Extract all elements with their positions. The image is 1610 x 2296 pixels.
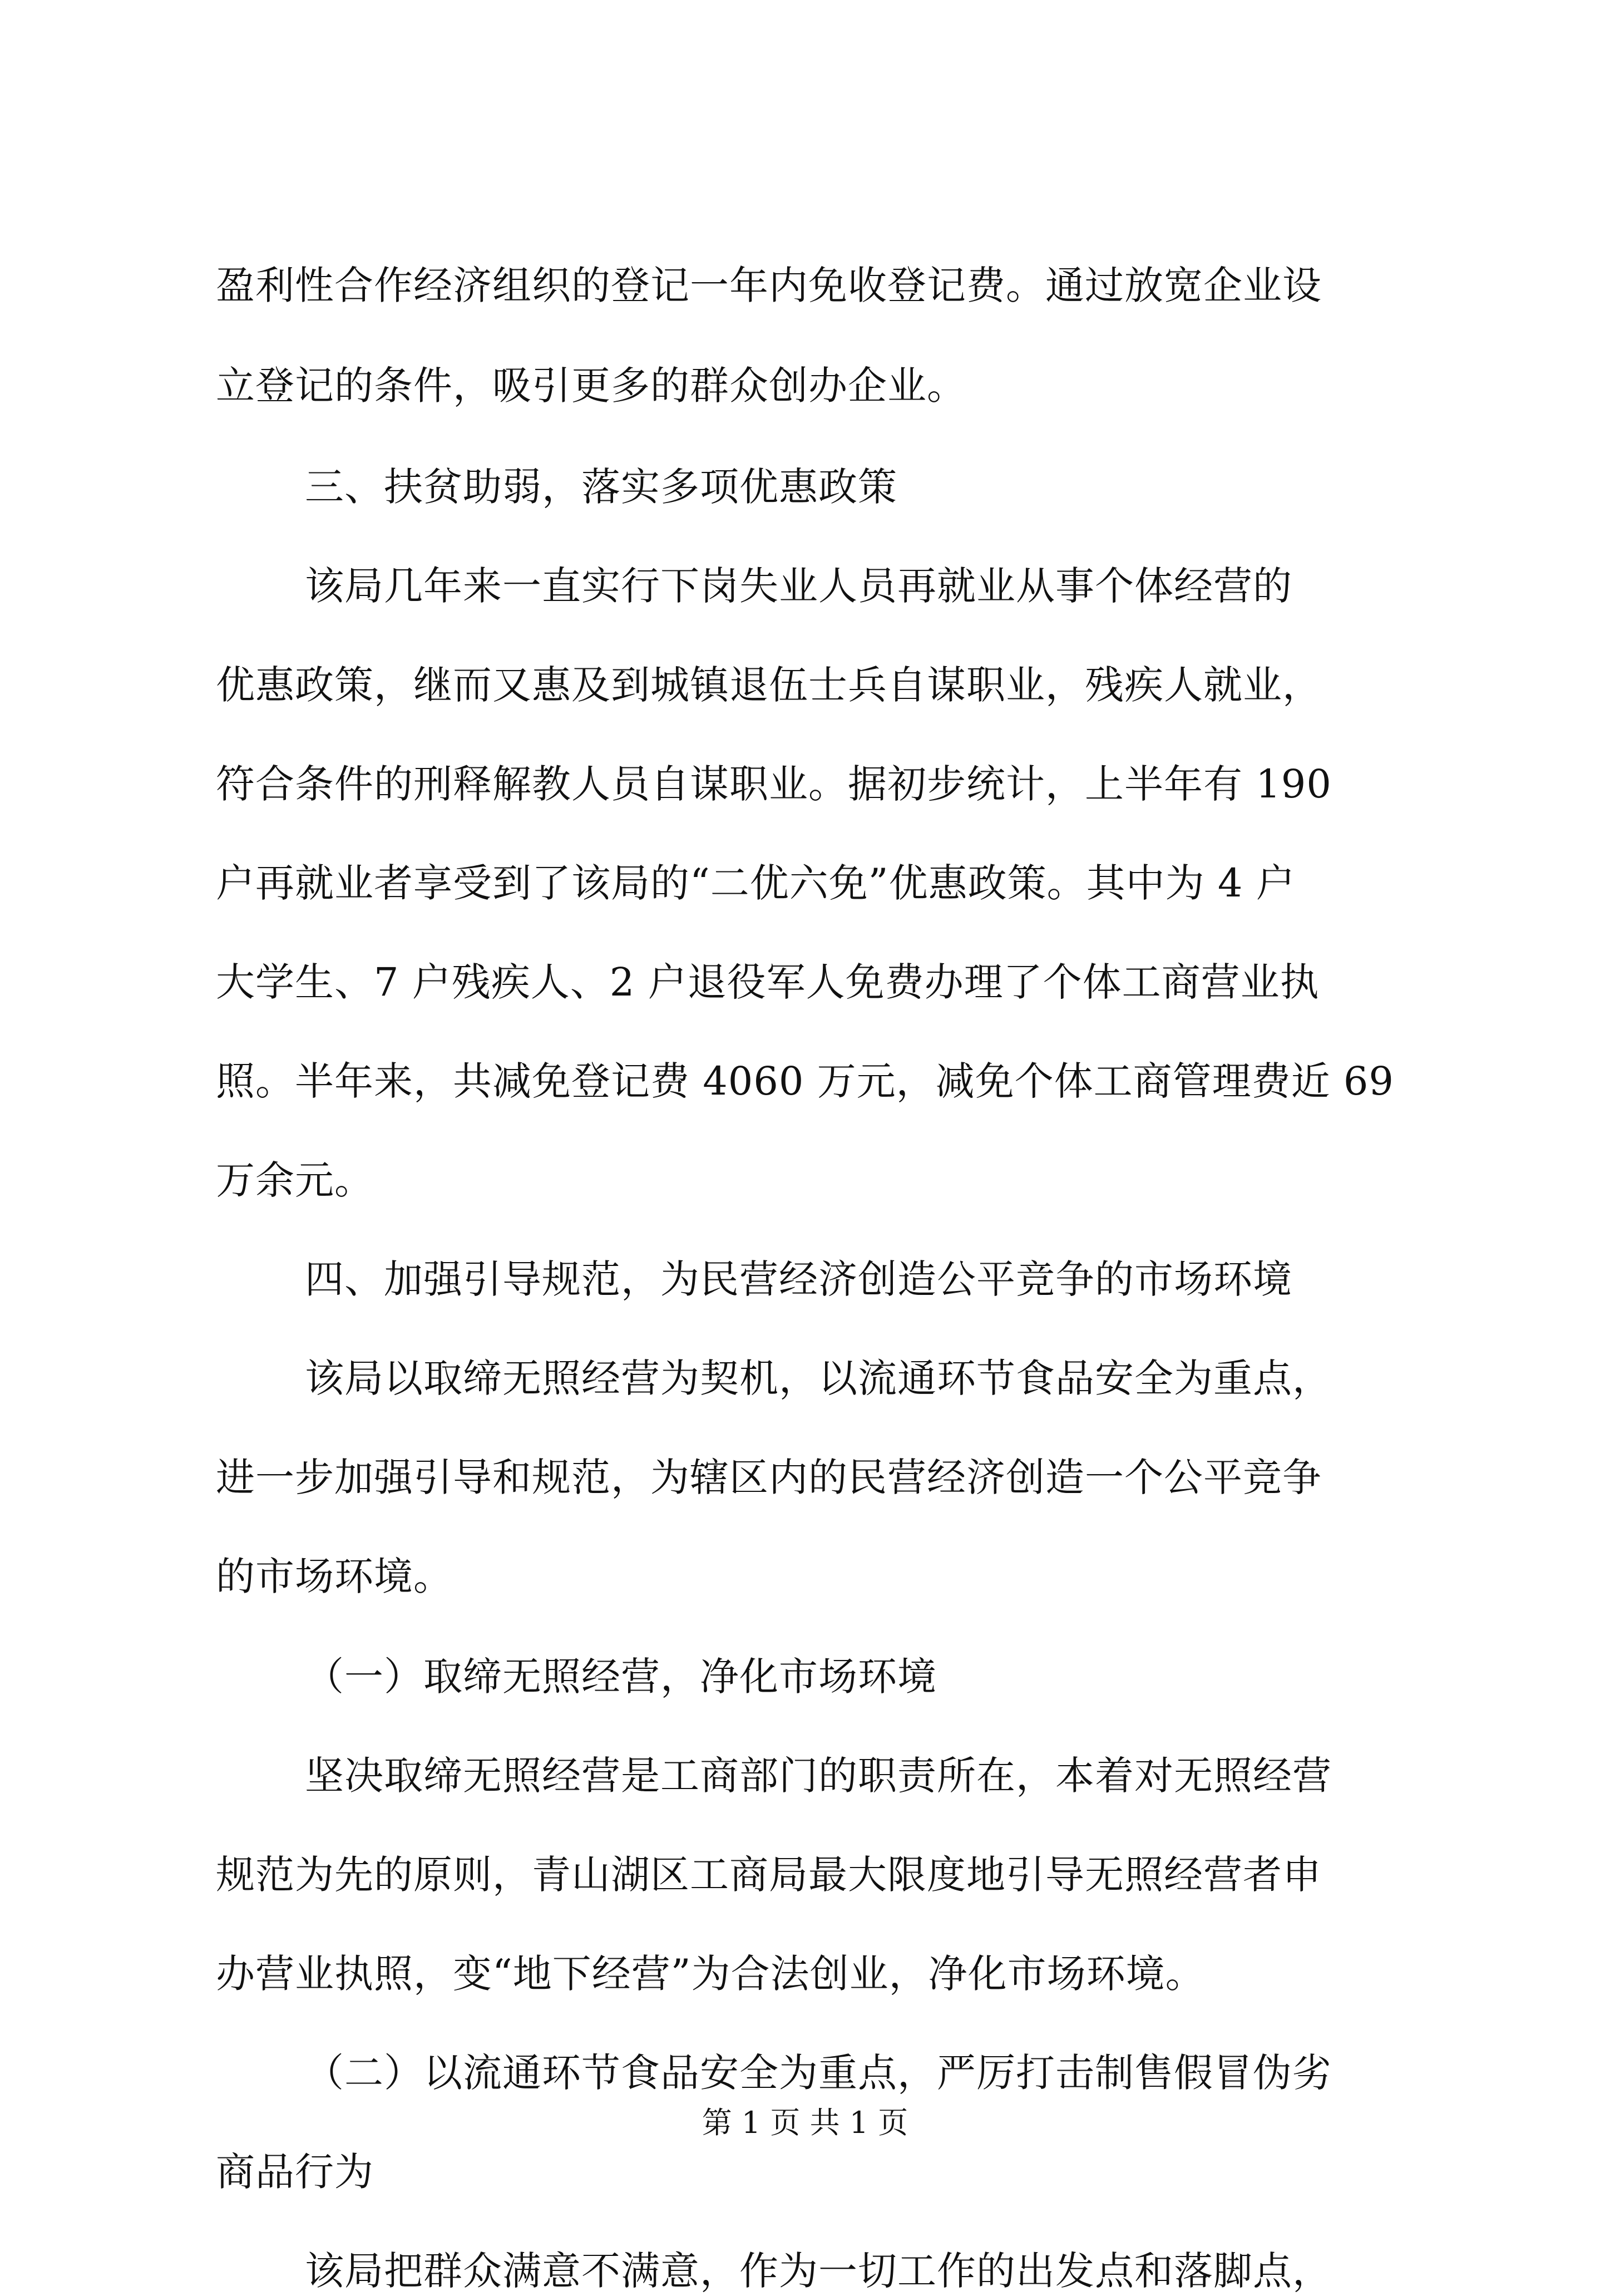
text-line: 盈利性合作经济组织的登记一年内免收登记费。通过放宽企业设 [216, 263, 1322, 308]
text-line: 进一步加强引导和规范，为辖区内的民营经济创造一个公平竞争 [216, 1455, 1322, 1500]
text-line: 该局以取缔无照经营为契机，以流通环节食品安全为重点， [305, 1356, 1332, 1401]
text-line: 规范为先的原则，青山湖区工商局最大限度地引导无照经营者申 [216, 1852, 1322, 1898]
text-line: 该局把群众满意不满意，作为一切工作的出发点和落脚点， [305, 2248, 1332, 2294]
text-line: 符合条件的刑释解教人员自谋职业。据初步统计，上半年有 190 [216, 761, 1332, 807]
text-line: 立登记的条件，吸引更多的群众创办企业。 [216, 363, 966, 408]
text-line: 照。半年来，共减免登记费 4060 万元，减免个体工商管理费近 69 [216, 1058, 1394, 1104]
text-line: 办营业执照，变“地下经营”为合法创业，净化市场环境。 [216, 1951, 1205, 1997]
subsection-heading: （二）以流通环节食品安全为重点，严厉打击制售假冒伪劣 [305, 2050, 1332, 2096]
text-line: 坚决取缔无照经营是工商部门的职责所在，本着对无照经营 [305, 1753, 1332, 1799]
page-number: 第 1 页 共 1 页 [702, 2105, 908, 2140]
section-heading: 四、加强引导规范，为民营经济创造公平竞争的市场环境 [305, 1257, 1292, 1302]
subsection-heading: 商品行为 [216, 2149, 374, 2195]
text-line: 优惠政策，继而又惠及到城镇退伍士兵自谋职业，残疾人就业， [216, 662, 1322, 708]
text-line: 万余元。 [216, 1157, 374, 1203]
subsection-heading: （一）取缔无照经营，净化市场环境 [305, 1654, 937, 1699]
section-heading: 三、扶贫助弱，落实多项优惠政策 [305, 464, 897, 510]
text-line: 户再就业者享受到了该局的“二优六免”优惠政策。其中为 4 户 [216, 860, 1296, 906]
text-line: 该局几年来一直实行下岗失业人员再就业从事个体经营的 [305, 563, 1292, 609]
text-line: 的市场环境。 [216, 1554, 453, 1599]
text-line: 大学生、7 户残疾人、2 户退役军人免费办理了个体工商营业执 [216, 959, 1320, 1005]
